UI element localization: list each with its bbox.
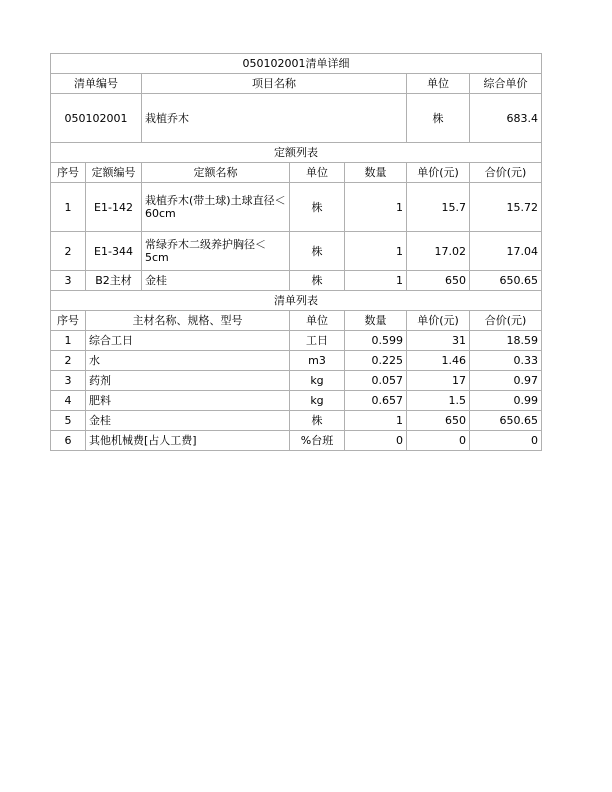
bill-detail-table: [50, 53, 542, 451]
unit-price: 650: [407, 411, 470, 431]
table-row: [51, 391, 542, 411]
unit-price: 650: [407, 271, 470, 291]
total-price: 17.04: [470, 232, 542, 271]
header-value-row: [51, 94, 542, 143]
quantity: 1: [345, 232, 407, 271]
table-row: [51, 183, 542, 232]
unit: m3: [290, 351, 345, 371]
quantity: 1: [345, 183, 407, 232]
table-row: [51, 232, 542, 271]
code-value: 050102001: [51, 94, 142, 143]
unit-label: 单位: [407, 74, 470, 94]
total-price: 0.33: [470, 351, 542, 371]
column-header: 定额名称: [142, 163, 290, 183]
column-header: 序号: [51, 311, 86, 331]
code-label: 清单编号: [51, 74, 142, 94]
unit-price: 1.46: [407, 351, 470, 371]
name-value: 栽植乔木: [142, 94, 407, 143]
unit-price: 17.02: [407, 232, 470, 271]
column-header: 数量: [345, 311, 407, 331]
column-header: 定额编号: [86, 163, 142, 183]
unit-price: 1.5: [407, 391, 470, 411]
total-price: 650.65: [470, 271, 542, 291]
row-number: 1: [51, 331, 86, 351]
column-header: 合价(元): [470, 163, 542, 183]
unit-price: 0: [407, 431, 470, 451]
quota-name: 金桂: [142, 271, 290, 291]
table-row: [51, 331, 542, 351]
column-header: 主材名称、规格、型号: [86, 311, 290, 331]
quantity: 0: [345, 431, 407, 451]
material-name: 水: [86, 351, 290, 371]
table-row: [51, 371, 542, 391]
total-price: 0.97: [470, 371, 542, 391]
row-number: 4: [51, 391, 86, 411]
table-row: [51, 271, 542, 291]
material-name: 综合工日: [86, 331, 290, 351]
column-header: 单价(元): [407, 311, 470, 331]
title-row: [51, 54, 542, 74]
unit: 株: [290, 232, 345, 271]
materials-column-header-row: [51, 311, 542, 331]
price-label: 综合单价: [470, 74, 542, 94]
unit: kg: [290, 391, 345, 411]
row-number: 2: [51, 232, 86, 271]
unit-value: 株: [407, 94, 470, 143]
quota-name: 栽植乔木(带土球)土球直径＜60cm: [142, 183, 290, 232]
unit: 株: [290, 183, 345, 232]
row-number: 2: [51, 351, 86, 371]
quantity: 0.657: [345, 391, 407, 411]
quantity: 0.057: [345, 371, 407, 391]
quota-code: B2主材: [86, 271, 142, 291]
material-name: 肥料: [86, 391, 290, 411]
unit: kg: [290, 371, 345, 391]
material-name: 药剂: [86, 371, 290, 391]
table-row: [51, 431, 542, 451]
quota-code: E1-344: [86, 232, 142, 271]
total-price: 0: [470, 431, 542, 451]
materials-section-title: 清单列表: [51, 291, 542, 311]
unit-price: 31: [407, 331, 470, 351]
row-number: 1: [51, 183, 86, 232]
unit-price: 15.7: [407, 183, 470, 232]
material-name: 其他机械费[占人工费]: [86, 431, 290, 451]
quantity: 0.225: [345, 351, 407, 371]
unit: 工日: [290, 331, 345, 351]
column-header: 单位: [290, 163, 345, 183]
price-value: 683.4: [470, 94, 542, 143]
quota-code: E1-142: [86, 183, 142, 232]
quota-section-row: [51, 143, 542, 163]
unit-price: 17: [407, 371, 470, 391]
table-row: [51, 351, 542, 371]
quantity: 1: [345, 411, 407, 431]
total-price: 650.65: [470, 411, 542, 431]
row-number: 3: [51, 371, 86, 391]
column-header: 序号: [51, 163, 86, 183]
row-number: 3: [51, 271, 86, 291]
name-label: 项目名称: [142, 74, 407, 94]
table-row: [51, 411, 542, 431]
column-header: 数量: [345, 163, 407, 183]
column-header: 合价(元): [470, 311, 542, 331]
quantity: 0.599: [345, 331, 407, 351]
table-title: 050102001清单详细: [51, 54, 542, 74]
column-header: 单位: [290, 311, 345, 331]
unit: 株: [290, 411, 345, 431]
material-name: 金桂: [86, 411, 290, 431]
row-number: 6: [51, 431, 86, 451]
header-label-row: [51, 74, 542, 94]
quota-column-header-row: [51, 163, 542, 183]
column-header: 单价(元): [407, 163, 470, 183]
quota-section-title: 定额列表: [51, 143, 542, 163]
unit: %台班: [290, 431, 345, 451]
row-number: 5: [51, 411, 86, 431]
total-price: 18.59: [470, 331, 542, 351]
total-price: 0.99: [470, 391, 542, 411]
quota-name: 常绿乔木二级养护胸径＜5cm: [142, 232, 290, 271]
total-price: 15.72: [470, 183, 542, 232]
unit: 株: [290, 271, 345, 291]
materials-section-row: [51, 291, 542, 311]
quantity: 1: [345, 271, 407, 291]
